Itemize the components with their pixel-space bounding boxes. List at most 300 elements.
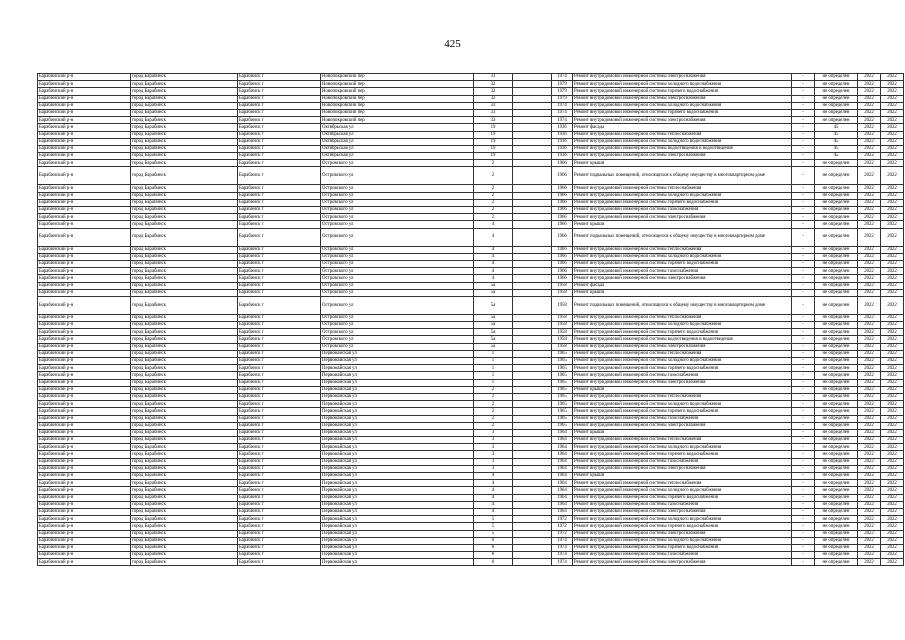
town-cell: Барабинск г bbox=[238, 379, 321, 386]
street-cell: Первомайская ул bbox=[321, 552, 474, 559]
district-cell: Барабинский р-н bbox=[38, 145, 131, 152]
street-cell: Островского ул bbox=[321, 329, 474, 336]
town-cell: Барабинск г bbox=[238, 109, 321, 116]
year-built-cell: 1972 bbox=[552, 530, 573, 537]
table-row bbox=[38, 207, 904, 214]
house-cell: 5а bbox=[474, 314, 513, 321]
year-built-cell: 1966 bbox=[552, 228, 573, 246]
cost-cell: не определен bbox=[815, 81, 858, 88]
end-year-cell: 2022 bbox=[881, 228, 904, 246]
house-cell: 2 bbox=[474, 160, 513, 167]
house-cell: 31 bbox=[474, 74, 513, 81]
municipality-cell: город Барабинск bbox=[131, 296, 238, 314]
end-year-cell: 2022 bbox=[881, 192, 904, 199]
table-row bbox=[38, 296, 904, 314]
table-row bbox=[38, 552, 904, 559]
year-built-cell: 1958 bbox=[552, 289, 573, 296]
table-row bbox=[38, 530, 904, 537]
blank-cell bbox=[513, 465, 552, 472]
year-built-cell: 1964 bbox=[552, 473, 573, 480]
end-year-cell: 2022 bbox=[881, 109, 904, 116]
street-cell: Октябрьская ул bbox=[321, 124, 474, 131]
work-type-cell: Ремонт внутридомовой инженерной системы теплоснабжения bbox=[573, 131, 792, 138]
work-type-cell: Ремонт внутридомовой инженерной системы холодного водоснабжения bbox=[573, 358, 792, 365]
town-cell: Барабинск г bbox=[238, 408, 321, 415]
district-cell: Барабинский р-н bbox=[38, 379, 131, 386]
house-cell: 1 bbox=[474, 350, 513, 357]
district-cell: Барабинский р-н bbox=[38, 415, 131, 422]
house-cell: 3 bbox=[474, 437, 513, 444]
work-type-cell: Ремонт фасада bbox=[573, 124, 792, 131]
work-type-cell: Ремонт внутридомовой инженерной системы холодного водоснабжения bbox=[573, 138, 792, 145]
blank-cell bbox=[513, 350, 552, 357]
blank-cell bbox=[513, 117, 552, 124]
municipality-cell: город Барабинск bbox=[131, 437, 238, 444]
blank-cell bbox=[513, 508, 552, 515]
end-year-cell: 2022 bbox=[881, 145, 904, 152]
street-cell: Первомайская ул bbox=[321, 508, 474, 515]
dash-cell: - bbox=[792, 473, 815, 480]
street-cell: Островского ул bbox=[321, 289, 474, 296]
end-year-cell: 2022 bbox=[881, 451, 904, 458]
dash-cell: - bbox=[792, 530, 815, 537]
work-type-cell: Ремонт внутридомовой инженерной системы теплоснабжения bbox=[573, 393, 792, 400]
town-cell: Барабинск г bbox=[238, 458, 321, 465]
town-cell: Барабинск г bbox=[238, 487, 321, 494]
table-row bbox=[38, 109, 904, 116]
dash-cell: - bbox=[792, 117, 815, 124]
municipality-cell: город Барабинск bbox=[131, 336, 238, 343]
start-year-cell: 2022 bbox=[858, 422, 881, 429]
house-cell: 4 bbox=[474, 473, 513, 480]
work-type-cell: Ремонт внутридомовой инженерной системы теплоснабжения bbox=[573, 437, 792, 444]
town-cell: Барабинск г bbox=[238, 117, 321, 124]
table-row bbox=[38, 451, 904, 458]
town-cell: Барабинск г bbox=[238, 253, 321, 260]
street-cell: Первомайская ул bbox=[321, 408, 474, 415]
town-cell: Барабинск г bbox=[238, 559, 321, 566]
street-cell: Первомайская ул bbox=[321, 415, 474, 422]
house-cell: 2 bbox=[474, 401, 513, 408]
street-cell: Островского ул bbox=[321, 253, 474, 260]
start-year-cell: 2022 bbox=[858, 275, 881, 282]
table-row bbox=[38, 444, 904, 451]
cost-cell: не определен bbox=[815, 88, 858, 95]
start-year-cell: 2022 bbox=[858, 393, 881, 400]
street-cell: Первомайская ул bbox=[321, 458, 474, 465]
cost-cell: не определен bbox=[815, 336, 858, 343]
district-cell: Барабинский р-н bbox=[38, 494, 131, 501]
municipality-cell: город Барабинск bbox=[131, 465, 238, 472]
work-type-cell: Ремонт подвальных помещений, относящихся к общему имуществу в многоквартирном доме bbox=[573, 296, 792, 314]
municipality-cell: город Барабинск bbox=[131, 473, 238, 480]
dash-cell: - bbox=[792, 109, 815, 116]
house-cell: 2 bbox=[474, 408, 513, 415]
municipality-cell: город Барабинск bbox=[131, 487, 238, 494]
district-cell: Барабинский р-н bbox=[38, 516, 131, 523]
cost-cell: не определен bbox=[815, 329, 858, 336]
start-year-cell: 2022 bbox=[858, 508, 881, 515]
table-row bbox=[38, 429, 904, 436]
end-year-cell: 2022 bbox=[881, 544, 904, 551]
start-year-cell: 2022 bbox=[858, 480, 881, 487]
year-built-cell: 1964 bbox=[552, 458, 573, 465]
dash-cell: - bbox=[792, 199, 815, 206]
end-year-cell: 2022 bbox=[881, 408, 904, 415]
end-year-cell: 2022 bbox=[881, 480, 904, 487]
start-year-cell: 2022 bbox=[858, 145, 881, 152]
district-cell: Барабинский р-н bbox=[38, 393, 131, 400]
end-year-cell: 2022 bbox=[881, 422, 904, 429]
street-cell: Островского ул bbox=[321, 167, 474, 185]
table-row bbox=[38, 494, 904, 501]
table-row bbox=[38, 185, 904, 192]
year-built-cell: 1966 bbox=[552, 260, 573, 267]
start-year-cell: 2022 bbox=[858, 494, 881, 501]
town-cell: Барабинск г bbox=[238, 523, 321, 530]
year-built-cell: 1958 bbox=[552, 343, 573, 350]
street-cell: Новопокровский пер bbox=[321, 74, 474, 81]
house-cell: 2 bbox=[474, 207, 513, 214]
end-year-cell: 2022 bbox=[881, 494, 904, 501]
cost-cell: не определен bbox=[815, 275, 858, 282]
municipality-cell: город Барабинск bbox=[131, 145, 238, 152]
blank-cell bbox=[513, 393, 552, 400]
house-cell: 3 bbox=[474, 451, 513, 458]
year-built-cell: 1936 bbox=[552, 138, 573, 145]
start-year-cell: 2022 bbox=[858, 246, 881, 253]
end-year-cell: 2022 bbox=[881, 343, 904, 350]
cost-cell: не определен bbox=[815, 473, 858, 480]
house-cell: 32 bbox=[474, 88, 513, 95]
start-year-cell: 2022 bbox=[858, 214, 881, 221]
year-built-cell: 1965 bbox=[552, 422, 573, 429]
municipality-cell: город Барабинск bbox=[131, 138, 238, 145]
year-built-cell: 1966 bbox=[552, 160, 573, 167]
blank-cell bbox=[513, 160, 552, 167]
street-cell: Новопокровский пер bbox=[321, 109, 474, 116]
cost-cell: не определен bbox=[815, 429, 858, 436]
year-built-cell: 1965 bbox=[552, 379, 573, 386]
house-cell: 19 bbox=[474, 145, 513, 152]
start-year-cell: 2022 bbox=[858, 408, 881, 415]
end-year-cell: 2022 bbox=[881, 88, 904, 95]
start-year-cell: 2022 bbox=[858, 228, 881, 246]
house-cell: 5 bbox=[474, 530, 513, 537]
work-type-cell: Ремонт подвальных помещений, относящихся к общему имуществу в многоквартирном доме bbox=[573, 228, 792, 246]
start-year-cell: 2022 bbox=[858, 465, 881, 472]
year-built-cell: 1966 bbox=[552, 221, 573, 228]
house-cell: 2 bbox=[474, 185, 513, 192]
town-cell: Барабинск г bbox=[238, 508, 321, 515]
town-cell: Барабинск г bbox=[238, 296, 321, 314]
house-cell: 4 bbox=[474, 494, 513, 501]
end-year-cell: 2022 bbox=[881, 429, 904, 436]
cost-cell: не определен bbox=[815, 192, 858, 199]
municipality-cell: город Барабинск bbox=[131, 508, 238, 515]
town-cell: Барабинск г bbox=[238, 145, 321, 152]
blank-cell bbox=[513, 365, 552, 372]
town-cell: Барабинск г bbox=[238, 437, 321, 444]
year-built-cell: 1966 bbox=[552, 185, 573, 192]
cost-cell: не определен bbox=[815, 343, 858, 350]
district-cell: Барабинский р-н bbox=[38, 336, 131, 343]
end-year-cell: 2022 bbox=[881, 465, 904, 472]
start-year-cell: 2022 bbox=[858, 358, 881, 365]
municipality-cell: город Барабинск bbox=[131, 451, 238, 458]
start-year-cell: 2022 bbox=[858, 444, 881, 451]
town-cell: Барабинск г bbox=[238, 429, 321, 436]
blank-cell bbox=[513, 282, 552, 289]
house-cell: 5а bbox=[474, 282, 513, 289]
district-cell: Барабинский р-н bbox=[38, 296, 131, 314]
year-built-cell: 1936 bbox=[552, 124, 573, 131]
table-row bbox=[38, 322, 904, 329]
cost-cell: 45 bbox=[815, 131, 858, 138]
district-cell: Барабинский р-н bbox=[38, 544, 131, 551]
municipality-cell: город Барабинск bbox=[131, 95, 238, 102]
municipality-cell: город Барабинск bbox=[131, 160, 238, 167]
blank-cell bbox=[513, 81, 552, 88]
town-cell: Барабинск г bbox=[238, 365, 321, 372]
street-cell: Новопокровский пер bbox=[321, 117, 474, 124]
start-year-cell: 2022 bbox=[858, 379, 881, 386]
cost-cell: не определен bbox=[815, 451, 858, 458]
municipality-cell: город Барабинск bbox=[131, 314, 238, 321]
year-built-cell: 1974 bbox=[552, 552, 573, 559]
dash-cell: - bbox=[792, 544, 815, 551]
start-year-cell: 2022 bbox=[858, 437, 881, 444]
table-row bbox=[38, 95, 904, 102]
street-cell: Островского ул bbox=[321, 343, 474, 350]
end-year-cell: 2022 bbox=[881, 102, 904, 109]
year-built-cell: 1979 bbox=[552, 88, 573, 95]
work-type-cell: Ремонт внутридомовой инженерной системы горячего водоснабжения bbox=[573, 329, 792, 336]
blank-cell bbox=[513, 372, 552, 379]
district-cell: Барабинский р-н bbox=[38, 253, 131, 260]
table-row bbox=[38, 379, 904, 386]
start-year-cell: 2022 bbox=[858, 401, 881, 408]
table-row bbox=[38, 192, 904, 199]
work-type-cell: Ремонт внутридомовой инженерной системы горячего водоснабжения bbox=[573, 408, 792, 415]
district-cell: Барабинский р-н bbox=[38, 95, 131, 102]
town-cell: Барабинск г bbox=[238, 544, 321, 551]
dash-cell: - bbox=[792, 552, 815, 559]
end-year-cell: 2022 bbox=[881, 268, 904, 275]
town-cell: Барабинск г bbox=[238, 465, 321, 472]
dash-cell: - bbox=[792, 228, 815, 246]
year-built-cell: 1936 bbox=[552, 153, 573, 160]
blank-cell bbox=[513, 494, 552, 501]
house-cell: 1 bbox=[474, 365, 513, 372]
dash-cell: - bbox=[792, 516, 815, 523]
blank-cell bbox=[513, 437, 552, 444]
dash-cell: - bbox=[792, 289, 815, 296]
end-year-cell: 2022 bbox=[881, 275, 904, 282]
dash-cell: - bbox=[792, 102, 815, 109]
dash-cell: - bbox=[792, 343, 815, 350]
table-row bbox=[38, 350, 904, 357]
street-cell: Первомайская ул bbox=[321, 559, 474, 566]
start-year-cell: 2022 bbox=[858, 167, 881, 185]
blank-cell bbox=[513, 544, 552, 551]
town-cell: Барабинск г bbox=[238, 88, 321, 95]
dash-cell: - bbox=[792, 260, 815, 267]
street-cell: Новопокровский пер bbox=[321, 81, 474, 88]
cost-cell: не определен bbox=[815, 253, 858, 260]
blank-cell bbox=[513, 95, 552, 102]
blank-cell bbox=[513, 214, 552, 221]
cost-cell: не определен bbox=[815, 501, 858, 508]
work-type-cell: Ремонт внутридомовой инженерной системы холодного водоснабжения bbox=[573, 401, 792, 408]
work-type-cell: Ремонт внутридомовой инженерной системы газоснабжения bbox=[573, 207, 792, 214]
street-cell: Островского ул bbox=[321, 221, 474, 228]
work-type-cell: Ремонт внутридомовой инженерной системы электроснабжения bbox=[573, 74, 792, 81]
house-cell: 2 bbox=[474, 192, 513, 199]
district-cell: Барабинский р-н bbox=[38, 358, 131, 365]
year-built-cell: 1964 bbox=[552, 437, 573, 444]
municipality-cell: город Барабинск bbox=[131, 401, 238, 408]
year-built-cell: 1966 bbox=[552, 253, 573, 260]
year-built-cell: 1964 bbox=[552, 487, 573, 494]
municipality-cell: город Барабинск bbox=[131, 379, 238, 386]
end-year-cell: 2022 bbox=[881, 350, 904, 357]
district-cell: Барабинский р-н bbox=[38, 275, 131, 282]
end-year-cell: 2022 bbox=[881, 185, 904, 192]
street-cell: Первомайская ул bbox=[321, 473, 474, 480]
cost-cell: не определен bbox=[815, 437, 858, 444]
street-cell: Первомайская ул bbox=[321, 372, 474, 379]
dash-cell: - bbox=[792, 487, 815, 494]
house-cell: 5а bbox=[474, 336, 513, 343]
district-cell: Барабинский р-н bbox=[38, 260, 131, 267]
table-row bbox=[38, 401, 904, 408]
start-year-cell: 2022 bbox=[858, 544, 881, 551]
cost-cell: не определен bbox=[815, 508, 858, 515]
municipality-cell: город Барабинск bbox=[131, 221, 238, 228]
table-row bbox=[38, 260, 904, 267]
house-cell: 5а bbox=[474, 296, 513, 314]
district-cell: Барабинский р-н bbox=[38, 537, 131, 544]
town-cell: Барабинск г bbox=[238, 530, 321, 537]
table-row bbox=[38, 88, 904, 95]
street-cell: Октябрьская ул bbox=[321, 153, 474, 160]
blank-cell bbox=[513, 329, 552, 336]
blank-cell bbox=[513, 268, 552, 275]
end-year-cell: 2022 bbox=[881, 138, 904, 145]
blank-cell bbox=[513, 386, 552, 393]
start-year-cell: 2022 bbox=[858, 415, 881, 422]
start-year-cell: 2022 bbox=[858, 523, 881, 530]
dash-cell: - bbox=[792, 401, 815, 408]
dash-cell: - bbox=[792, 458, 815, 465]
blank-cell bbox=[513, 523, 552, 530]
town-cell: Барабинск г bbox=[238, 289, 321, 296]
house-cell: 6 bbox=[474, 559, 513, 566]
year-built-cell: 1964 bbox=[552, 465, 573, 472]
district-cell: Барабинский р-н bbox=[38, 160, 131, 167]
municipality-cell: город Барабинск bbox=[131, 544, 238, 551]
end-year-cell: 2022 bbox=[881, 415, 904, 422]
blank-cell bbox=[513, 167, 552, 185]
start-year-cell: 2022 bbox=[858, 95, 881, 102]
municipality-cell: город Барабинск bbox=[131, 444, 238, 451]
end-year-cell: 2022 bbox=[881, 473, 904, 480]
town-cell: Барабинск г bbox=[238, 372, 321, 379]
table-row bbox=[38, 465, 904, 472]
district-cell: Барабинский р-н bbox=[38, 138, 131, 145]
district-cell: Барабинский р-н bbox=[38, 185, 131, 192]
work-type-cell: Ремонт крыши bbox=[573, 386, 792, 393]
town-cell: Барабинск г bbox=[238, 494, 321, 501]
street-cell: Октябрьская ул bbox=[321, 131, 474, 138]
table-row bbox=[38, 253, 904, 260]
blank-cell bbox=[513, 473, 552, 480]
start-year-cell: 2022 bbox=[858, 185, 881, 192]
year-built-cell: 1966 bbox=[552, 167, 573, 185]
cost-cell: не определен bbox=[815, 207, 858, 214]
street-cell: Первомайская ул bbox=[321, 444, 474, 451]
table-row bbox=[38, 537, 904, 544]
town-cell: Барабинск г bbox=[238, 401, 321, 408]
dash-cell: - bbox=[792, 296, 815, 314]
start-year-cell: 2022 bbox=[858, 268, 881, 275]
street-cell: Первомайская ул bbox=[321, 530, 474, 537]
table-row bbox=[38, 343, 904, 350]
blank-cell bbox=[513, 415, 552, 422]
district-cell: Барабинский р-н bbox=[38, 199, 131, 206]
work-type-cell: Ремонт внутридомовой инженерной системы электроснабжения bbox=[573, 530, 792, 537]
town-cell: Барабинск г bbox=[238, 95, 321, 102]
town-cell: Барабинск г bbox=[238, 329, 321, 336]
town-cell: Барабинск г bbox=[238, 473, 321, 480]
blank-cell bbox=[513, 246, 552, 253]
municipality-cell: город Барабинск bbox=[131, 268, 238, 275]
dash-cell: - bbox=[792, 422, 815, 429]
end-year-cell: 2022 bbox=[881, 160, 904, 167]
house-cell: 2 bbox=[474, 167, 513, 185]
cost-cell: не определен bbox=[815, 379, 858, 386]
street-cell: Островского ул bbox=[321, 214, 474, 221]
cost-cell: не определен bbox=[815, 199, 858, 206]
town-cell: Барабинск г bbox=[238, 393, 321, 400]
town-cell: Барабинск г bbox=[238, 207, 321, 214]
district-cell: Барабинский р-н bbox=[38, 343, 131, 350]
cost-cell: не определен bbox=[815, 350, 858, 357]
table-row bbox=[38, 289, 904, 296]
start-year-cell: 2022 bbox=[858, 282, 881, 289]
street-cell: Первомайская ул bbox=[321, 501, 474, 508]
cost-cell: не определен bbox=[815, 393, 858, 400]
town-cell: Барабинск г bbox=[238, 314, 321, 321]
year-built-cell: 1958 bbox=[552, 296, 573, 314]
district-cell: Барабинский р-н bbox=[38, 386, 131, 393]
work-type-cell: Ремонт внутридомовой инженерной системы холодного водоснабжения bbox=[573, 537, 792, 544]
end-year-cell: 2022 bbox=[881, 379, 904, 386]
district-cell: Барабинский р-н bbox=[38, 246, 131, 253]
municipality-cell: город Барабинск bbox=[131, 192, 238, 199]
end-year-cell: 2022 bbox=[881, 365, 904, 372]
street-cell: Октябрьская ул bbox=[321, 138, 474, 145]
street-cell: Октябрьская ул bbox=[321, 145, 474, 152]
cost-cell: не определен bbox=[815, 109, 858, 116]
dash-cell: - bbox=[792, 124, 815, 131]
house-cell: 19 bbox=[474, 131, 513, 138]
town-cell: Барабинск г bbox=[238, 343, 321, 350]
town-cell: Барабинск г bbox=[238, 74, 321, 81]
house-cell: 33 bbox=[474, 117, 513, 124]
dash-cell: - bbox=[792, 329, 815, 336]
